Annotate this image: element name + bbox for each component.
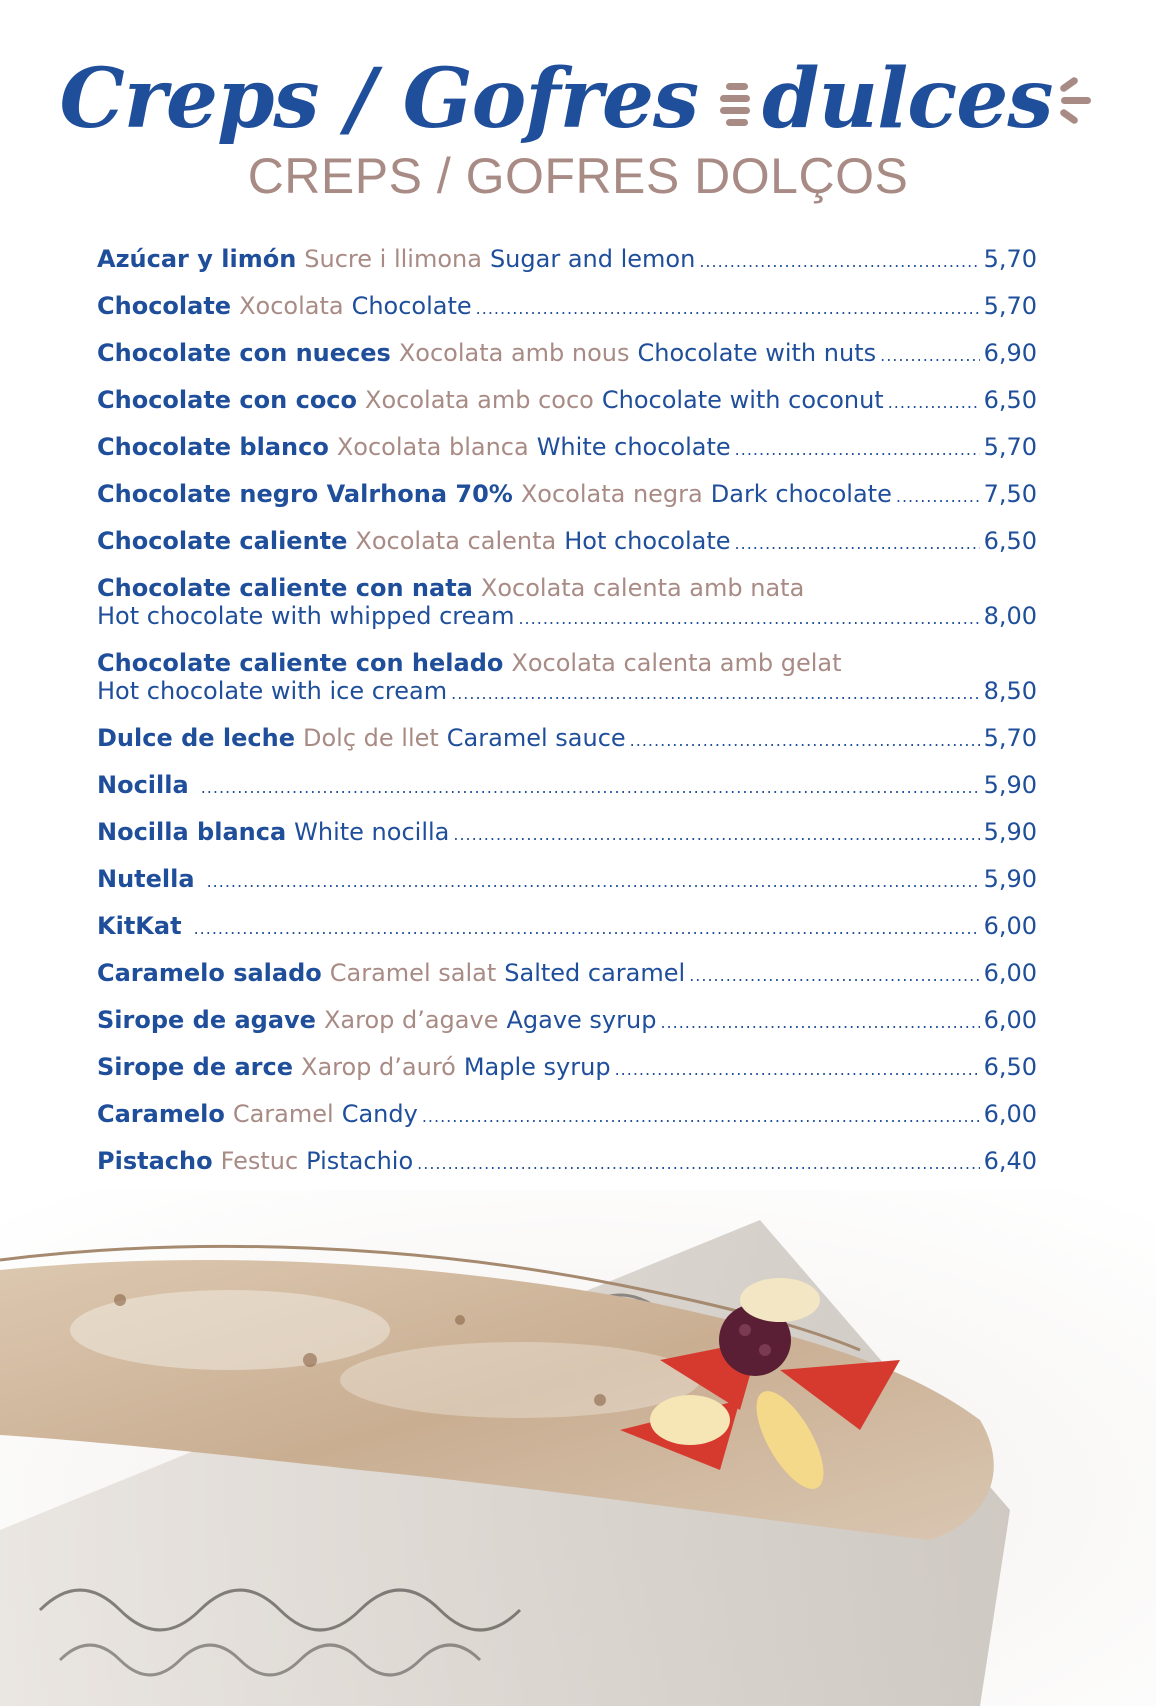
menu-item-line: [97, 1053, 1037, 1084]
item-name-en: Chocolate with coconut: [601, 386, 884, 414]
menu-list: [97, 245, 1037, 1241]
item-name-en: White chocolate: [536, 433, 731, 461]
menu-item-line: [97, 433, 1037, 464]
menu-item-line: [97, 1100, 1037, 1131]
item-name-es: Nutella: [97, 865, 195, 893]
item-name-es: KitKat: [97, 912, 182, 940]
item-name-ca: Xocolata calenta amb nata: [480, 574, 805, 602]
item-price: 5,70: [983, 724, 1037, 752]
menu-item: [97, 339, 1037, 370]
menu-item-line: [97, 245, 1037, 276]
leader-dots: [689, 962, 979, 990]
leader-dots: [660, 1009, 979, 1037]
item-name-es: Nocilla blanca: [97, 818, 287, 846]
item-price: 7,50: [983, 480, 1037, 508]
menu-header: [0, 44, 1156, 206]
item-name-es: Sirope de arce: [97, 1053, 293, 1081]
item-name-en: Sugar and lemon: [489, 245, 696, 273]
item-price: 6,40: [983, 1147, 1037, 1175]
menu-item: [97, 865, 1037, 896]
item-price: 8,00: [983, 602, 1037, 630]
item-name-es: Chocolate con coco: [97, 386, 358, 414]
leader-dots: [422, 1103, 980, 1131]
leader-dots: [476, 295, 980, 323]
menu-item-line: [97, 386, 1037, 417]
menu-item: [97, 724, 1037, 755]
menu-item: [97, 771, 1037, 802]
item-price: 6,00: [983, 1006, 1037, 1034]
item-name-en: Pistachio: [306, 1147, 414, 1175]
menu-item-line: [97, 1147, 1037, 1178]
item-name-ca: Festuc: [220, 1147, 299, 1175]
menu-item-line: [97, 649, 1037, 677]
item-price: 6,50: [983, 1053, 1037, 1081]
menu-item-line: [97, 602, 1037, 633]
item-price: 5,70: [983, 433, 1037, 461]
item-price: 6,90: [983, 339, 1037, 367]
leader-dots: [207, 868, 980, 896]
menu-item-line: [97, 771, 1037, 802]
decorative-sparkle-icon: [1057, 69, 1097, 129]
menu-item: [97, 1006, 1037, 1037]
item-name-ca: Dolç de llet: [303, 724, 439, 752]
item-name-en: Salted caramel: [504, 959, 686, 987]
menu-item-line: [97, 480, 1037, 511]
menu-item: [97, 245, 1037, 276]
item-name-ca: Xocolata blanca: [336, 433, 529, 461]
leader-dots: [888, 389, 980, 417]
menu-item: [97, 292, 1037, 323]
item-price: 6,00: [983, 912, 1037, 940]
menu-item-line: [97, 527, 1037, 558]
menu-item: [97, 1147, 1037, 1178]
item-name-ca: Xocolata calenta amb gelat: [511, 649, 842, 677]
item-name-es: Chocolate negro Valrhona 70%: [97, 480, 513, 508]
leader-dots: [735, 530, 980, 558]
item-name-es: Chocolate caliente: [97, 527, 348, 555]
item-name-en: Chocolate: [351, 292, 472, 320]
menu-item-line: [97, 724, 1037, 755]
item-name-en: Candy: [341, 1100, 418, 1128]
item-name-ca: Xocolata: [239, 292, 344, 320]
item-price: 6,00: [983, 1100, 1037, 1128]
item-name-ca: Xocolata amb coco: [365, 386, 594, 414]
item-name-en: Caramel sauce: [446, 724, 626, 752]
menu-item: [97, 480, 1037, 511]
menu-item: [97, 527, 1037, 558]
item-name-ca: Xarop d’agave: [323, 1006, 499, 1034]
item-price: 5,90: [983, 865, 1037, 893]
leader-dots: [735, 436, 980, 464]
crepe-photo: [0, 1190, 1156, 1706]
item-name-es: Dulce de leche: [97, 724, 295, 752]
menu-item-line: [97, 818, 1037, 849]
item-price: 6,00: [983, 959, 1037, 987]
item-name-en: Hot chocolate with ice cream: [97, 677, 448, 705]
menu-item: [97, 386, 1037, 417]
item-price: 6,50: [983, 386, 1037, 414]
leader-dots: [201, 774, 980, 802]
menu-item-line: [97, 339, 1037, 370]
item-name-es: Sirope de agave: [97, 1006, 316, 1034]
leader-dots: [518, 605, 979, 633]
item-name-es: Chocolate con nueces: [97, 339, 391, 367]
leader-dots: [880, 342, 979, 370]
item-name-ca: Caramel: [232, 1100, 334, 1128]
menu-item: [97, 574, 1037, 633]
decorative-dashes-icon: [716, 69, 756, 129]
item-name-en: Hot chocolate: [564, 527, 731, 555]
item-name-es: Chocolate blanco: [97, 433, 329, 461]
item-price: 5,70: [983, 292, 1037, 320]
item-name-es: Azúcar y limón: [97, 245, 297, 273]
page-subtitle: CREPS / GOFRES DOLÇOS: [247, 148, 909, 204]
leader-dots: [630, 727, 980, 755]
menu-item: [97, 1053, 1037, 1084]
menu-item-line: [97, 677, 1037, 708]
item-name-es: Nocilla: [97, 771, 189, 799]
item-name-ca: Xarop d’auró: [301, 1053, 456, 1081]
item-name-es: Caramelo salado: [97, 959, 322, 987]
title-dulces: dulces: [762, 51, 1053, 147]
item-name-ca: Xocolata negra: [520, 480, 703, 508]
item-price: 5,90: [983, 818, 1037, 846]
leader-dots: [453, 821, 979, 849]
item-name-ca: Sucre i llimona: [304, 245, 482, 273]
page-title: [59, 44, 1096, 154]
menu-item-line: [97, 865, 1037, 896]
menu-item: [97, 959, 1037, 990]
item-name-en: Hot chocolate with whipped cream: [97, 602, 515, 630]
item-name-en: Agave syrup: [506, 1006, 657, 1034]
item-name-en: Maple syrup: [463, 1053, 611, 1081]
item-price: 5,90: [983, 771, 1037, 799]
menu-item-line: [97, 959, 1037, 990]
item-price: 6,50: [983, 527, 1037, 555]
menu-item: [97, 1100, 1037, 1131]
leader-dots: [615, 1056, 980, 1084]
item-name-es: Pistacho: [97, 1147, 213, 1175]
item-name-en: Dark chocolate: [710, 480, 892, 508]
menu-item: [97, 912, 1037, 943]
title-creps-gofres: Creps / Gofres: [59, 51, 699, 147]
menu-item: [97, 818, 1037, 849]
menu-item: [97, 433, 1037, 464]
leader-dots: [417, 1150, 979, 1178]
item-name-es: Chocolate caliente con helado: [97, 649, 504, 677]
menu-item-line: [97, 912, 1037, 943]
item-name-es: Chocolate: [97, 292, 232, 320]
menu-item-line: [97, 292, 1037, 323]
menu-item: [97, 649, 1037, 708]
leader-dots: [699, 248, 979, 276]
item-name-es: Chocolate caliente con nata: [97, 574, 473, 602]
menu-item-line: [97, 1006, 1037, 1037]
item-name-es: Caramelo: [97, 1100, 225, 1128]
item-name-ca: Xocolata amb nous: [398, 339, 630, 367]
item-name-ca: Xocolata calenta: [355, 527, 557, 555]
item-name-en: White nocilla: [294, 818, 450, 846]
item-name-en: Chocolate with nuts: [637, 339, 877, 367]
item-price: 8,50: [983, 677, 1037, 705]
item-name-ca: Caramel salat: [329, 959, 497, 987]
leader-dots: [451, 680, 979, 708]
leader-dots: [896, 483, 980, 511]
menu-item-line: [97, 574, 1037, 602]
item-price: 5,70: [983, 245, 1037, 273]
leader-dots: [194, 915, 980, 943]
